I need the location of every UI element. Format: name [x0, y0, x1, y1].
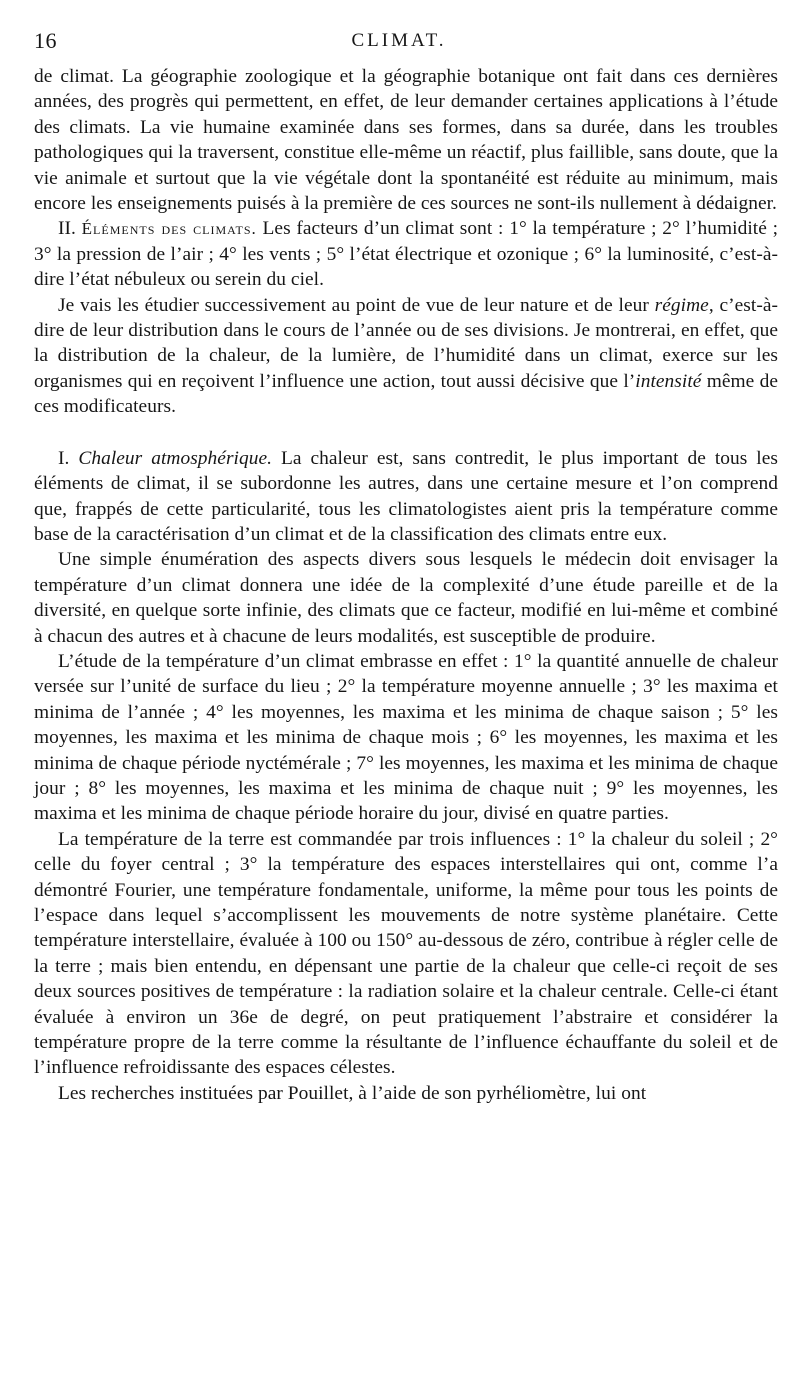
page-number: 16 [34, 28, 57, 53]
paragraph-text: Je vais les étudier successivement au point de vue de leur nature et de leur [58, 294, 649, 316]
running-head [34, 28, 764, 54]
page-title: CLIMAT. [351, 30, 447, 51]
section-heading: Chaleur atmosphérique. [78, 447, 273, 469]
section-number: II. [58, 218, 76, 240]
section-heading: Éléments des climats. [81, 219, 257, 239]
paragraph-continuation: de climat. La géographie zoologique et la géographie botanique ont fait dans ces dernières années, des progrès qui permettent, en effet, de leur demander certaines applications à l’étude des climats. La vie humaine examinée dans ses formes, dans sa durée, dans les troubles pathologiques qui la traversent, constitue elle-même un réactif, plus faillible, sans doute, que la vie animale et surtout que la vie végétale dont la spontanéité est réduite au minimum, mais encore les enseignements puisés à la première de ces sources ne sont-ils nullement à dédaigner. [34, 66, 778, 215]
paragraph-regime [34, 293, 778, 420]
paragraph-text: La chaleur est, sans contredit, le plus important de tous les éléments de climat, il se subordonne les autres, dans une certaine mesure et l’on comprend que, frappés de cette particularité, tous les climatologistes aient pris la température comme base de la caractérisation d’un climat et de la classification des climats entre eux. [34, 447, 778, 545]
italic-term: régime [654, 294, 709, 316]
section-number: I. [58, 447, 70, 469]
body-text [34, 64, 778, 1106]
paragraph-elements-des-climats [34, 216, 778, 292]
paragraph-etude-temperature: L’étude de la température d’un climat embrasse en effet : 1° la quantité annuelle de chaleur versée sur l’unité de surface du lieu ; 2° la température moyenne annuelle ; 3° les maxima et minima de l’année ; 4° les moyennes, les maxima et les minima de chaque saison ; 5° les moyennes, les maxima et les minima de chaque mois ; 6° les moyennes, les maxima et les minima de chaque période nyctémérale ; 7° les moyennes, les maxima et les minima de chaque jour ; 8° les moyennes, les maxima et les minima de chaque nuit ; 9° les moyennes, les maxima et les minima de chaque période horaire du jour, divisé en quatre parties. [34, 650, 778, 825]
paragraph-chaleur-atmospherique [34, 446, 778, 548]
paragraph-text: Les facteurs d’un climat sont : 1° la température ; 2° l’humidité ; 3° la pression de l’air ; 4° les vents ; 5° l’état électrique et ozonique ; 6° la luminosité, c’est-à-dire l’état nébuleux ou serein du ciel. [34, 218, 779, 291]
paragraph-temperature-terre: La température de la terre est commandée par trois influences : 1° la chaleur du soleil ; 2° celle du foyer central ; 3° la température des espaces interstellaires qui ont, comme l’a démontré Fourier, une température fondamentale, uniforme, la même pour tous les points de l’espace dans lequel s’accomplissent les mouvements de notre système planétaire. Cette température interstellaire, évaluée à 100 ou 150° au-dessous de zéro, contribue à régler celle de la terre ; mais bien entendu, en dépensant une partie de la chaleur que celle-ci reçoit de ses deux sources positives de température : la radiation solaire et la chaleur centrale. Celle-ci étant évaluée à environ un 36e de degré, on peut pratiquement l’abstraire et considérer la température propre de la terre comme la résultante de l’influence échauffante du soleil et de l’influence refroidissante des espaces célestes. [34, 828, 778, 1079]
paragraph-text: , c’est-à-dire de leur distribution dans le cours de l’année ou de ses divisions. Je montrerai, en effet, que la distribution de la chaleur, de la lumière, de l’humidité dans un climat, exerce sur les organismes qui en reçoivent l’influence une action, tout aussi décisive que l’ [34, 294, 778, 392]
italic-term: intensité [635, 370, 702, 392]
paragraph-enumeration: Une simple énumération des aspects divers sous lesquels le médecin doit envisager la température d’un climat donnera une idée de la complexité d’une étude pareille et de la diversité, en quelque sorte infinie, des climats que ce facteur, modifié en lui-même et combiné à chacun des autres et à chacune de leurs modalités, est susceptible de produire. [34, 549, 778, 647]
paragraph-text: même de ces modificateurs. [34, 370, 779, 418]
paragraph-pouillet: Les recherches instituées par Pouillet, à l’aide de son pyrhéliomètre, lui ont [58, 1082, 647, 1104]
